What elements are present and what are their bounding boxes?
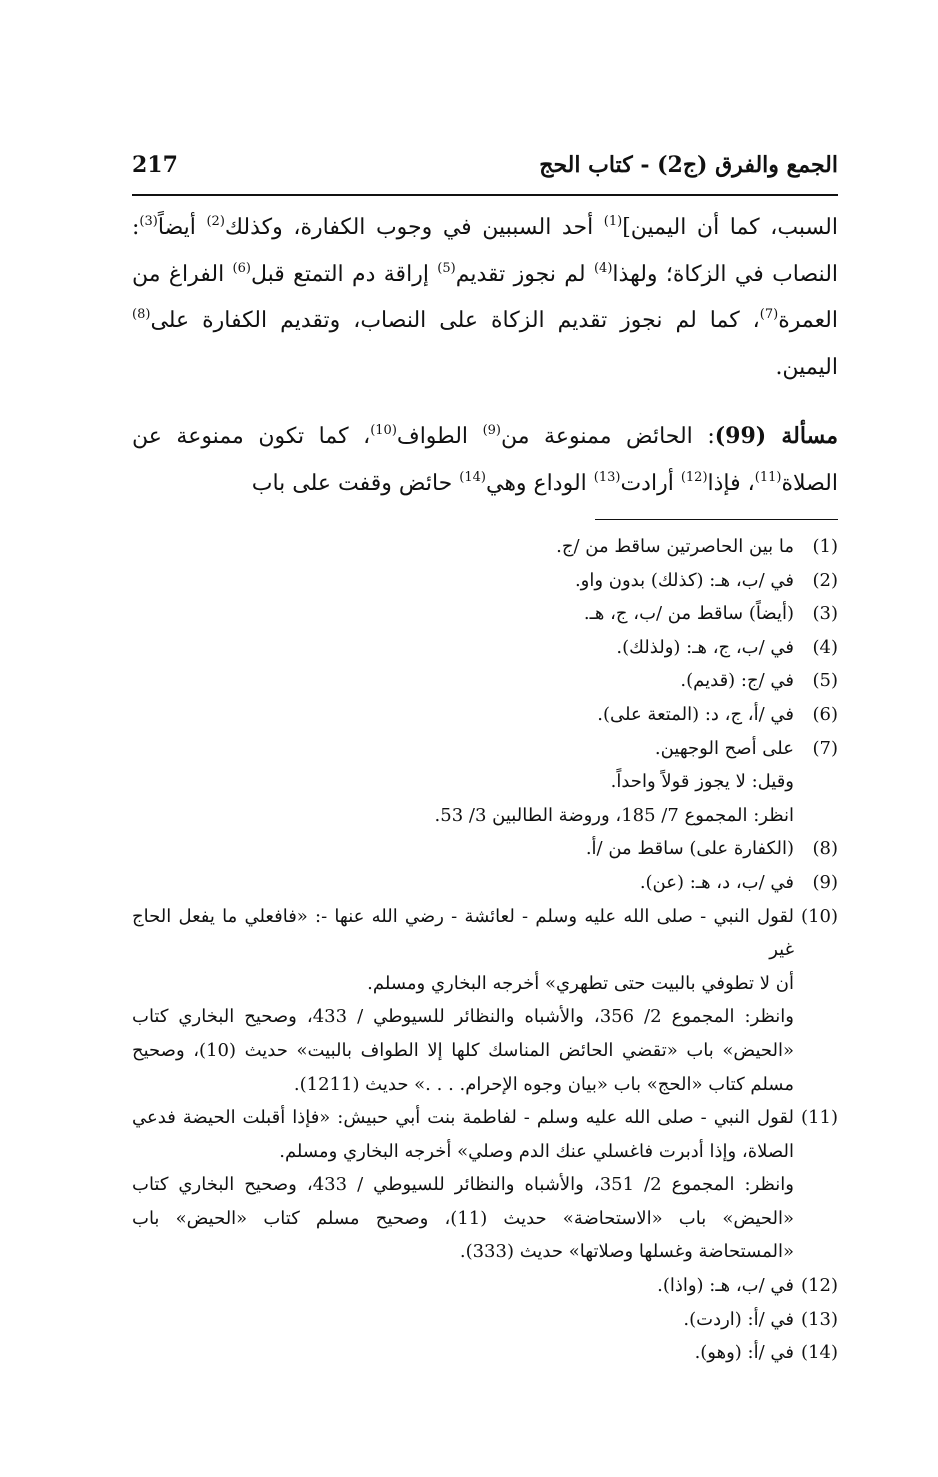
text-run: الفراغ من العمرة bbox=[132, 261, 838, 333]
footnote-ref: (8) bbox=[132, 307, 151, 322]
footnote-body bbox=[132, 664, 794, 698]
footnote-number: (8) bbox=[812, 838, 838, 860]
footnote bbox=[132, 900, 838, 1102]
footnote-number: (3) bbox=[812, 603, 838, 625]
footnote-line: في /ب، د، هـ: (عن). bbox=[639, 871, 794, 893]
footnote bbox=[132, 664, 838, 698]
footnote bbox=[132, 1303, 838, 1337]
footnote bbox=[132, 530, 838, 564]
footnote-ref: (1) bbox=[603, 214, 623, 229]
footnote bbox=[132, 1101, 838, 1269]
running-header bbox=[132, 148, 838, 188]
footnote-body bbox=[132, 900, 794, 1102]
footnote-body bbox=[132, 732, 794, 833]
text-run: السبب، كما أن اليمين] bbox=[622, 215, 838, 240]
footnote-body bbox=[132, 698, 794, 732]
footnote-line: في /ب، هـ: (كذلك) بدون واو. bbox=[574, 569, 794, 591]
footnote-body bbox=[132, 1336, 794, 1370]
footnote bbox=[132, 564, 838, 598]
text-run: : الحائض ممنوعة من bbox=[501, 424, 715, 449]
footnote bbox=[132, 732, 838, 833]
footnote-number: (13) bbox=[801, 1308, 838, 1330]
footnote-ref: (6) bbox=[232, 260, 251, 276]
footnote-body bbox=[132, 832, 794, 866]
footnote bbox=[132, 1269, 838, 1303]
footnote-body bbox=[132, 866, 794, 900]
text-run: ، فإذا bbox=[707, 470, 755, 496]
footnote-number: (6) bbox=[812, 703, 838, 725]
footnote bbox=[132, 631, 838, 665]
footnote-line: «المستحاضة وغسلها وصلاتها» حديث (333). bbox=[459, 1241, 794, 1263]
footnote bbox=[132, 1336, 838, 1370]
footnote-line: لقول النبي - صلى الله عليه وسلم - لعائشة - رضي الله عنها -: «فافعلي ما يفعل الحاج غير bbox=[132, 905, 795, 961]
paragraph-1 bbox=[132, 205, 838, 391]
footnote-ref: (11) bbox=[754, 469, 782, 485]
footnote-ref: (5) bbox=[437, 260, 456, 276]
text-run: حائض وقفت على باب bbox=[251, 470, 460, 496]
footnote bbox=[132, 832, 838, 866]
footnote bbox=[132, 698, 838, 732]
footnote-line: (الكفارة على) ساقط من /أ. bbox=[585, 838, 794, 860]
footnote-line: في /أ: (اردت). bbox=[683, 1308, 794, 1330]
footnote-ref: (2) bbox=[206, 214, 225, 229]
footnote-line: لقول النبي - صلى الله عليه وسلم - لفاطمة بنت أبي حبيش: «فإذا أقبلت الحيضة فدعي bbox=[132, 1107, 794, 1129]
text-run: ، كما تكون ممنوعة عن الصلاة bbox=[132, 424, 838, 496]
footnote-line: ما بين الحاصرتين ساقط من /ج. bbox=[556, 536, 794, 557]
page-number: 217 bbox=[132, 152, 178, 178]
footnote-line: في /أ، ج، د: (المتعة على). bbox=[597, 703, 794, 725]
footnote-number: (1) bbox=[812, 536, 838, 557]
footnote-ref: (13) bbox=[593, 469, 621, 485]
footnote-line: أن لا تطوفي بالبيت حتى تطهري» أخرجه البخاري ومسلم. bbox=[367, 972, 794, 994]
footnote-number: (7) bbox=[812, 737, 838, 759]
footnote-number: (10) bbox=[801, 905, 838, 927]
footnote-line: وقيل: لا يجوز قولاً واحداً. bbox=[610, 771, 794, 793]
footnote-ref: (9) bbox=[482, 423, 501, 438]
footnote bbox=[132, 866, 838, 900]
running-title: الجمع والفرق (ج2) - كتاب الحج bbox=[539, 152, 838, 178]
footnote-line: في /ب، هـ: (واذا). bbox=[657, 1275, 794, 1297]
text-run: لم نجوز تقديم bbox=[455, 261, 594, 287]
text-run: أرادت bbox=[620, 470, 681, 496]
footnote bbox=[132, 597, 838, 631]
footnote-number: (11) bbox=[801, 1107, 838, 1129]
paragraph-2 bbox=[132, 413, 838, 507]
footnote-line: في /ب، ج، هـ: (ولذلك). bbox=[616, 636, 794, 658]
footnote-number: (2) bbox=[812, 569, 838, 591]
issue-label: مسألة (99) bbox=[714, 423, 838, 449]
footnote-ref: (14) bbox=[459, 469, 486, 485]
footnote-number: (4) bbox=[812, 636, 838, 658]
footnote-ref: (3) bbox=[139, 214, 158, 229]
footnote-number: (14) bbox=[801, 1342, 838, 1364]
text-run: ، كما لم نجوز تقديم الزكاة على النصاب، وتقديم الكفارة على bbox=[150, 308, 760, 333]
footnote-line: وانظر: المجموع 2/ 356، والأشباه والنظائر للسيوطي / 433، وصحيح البخاري كتاب bbox=[132, 1006, 794, 1028]
text-run: إراقة دم التمتع قبل bbox=[250, 261, 438, 287]
text-run: الطواف bbox=[396, 424, 483, 449]
footnote-body bbox=[132, 1303, 794, 1337]
footnote-body bbox=[132, 631, 794, 665]
footnote-body bbox=[132, 1269, 794, 1303]
text-run: اليمين. bbox=[775, 354, 838, 380]
footnote-line: «الحيض» باب «الاستحاضة» حديث (11)، وصحيح مسلم كتاب «الحيض» باب bbox=[132, 1207, 794, 1229]
text-run: أحد السببين في وجوب الكفارة، وكذلك bbox=[224, 215, 604, 240]
footnote-line: مسلم كتاب «الحج» باب «بيان وجوه الإحرام. . . .» حديث (1211). bbox=[293, 1073, 794, 1095]
footnotes bbox=[132, 530, 838, 1370]
footnote-line: «الحيض» باب «تقضي الحائض المناسك كلها إلا الطواف بالبيت» حديث (10)، وصحيح bbox=[132, 1039, 794, 1061]
text-run: : النصاب في الزكاة؛ ولهذا bbox=[132, 215, 839, 287]
footnote-ref: (10) bbox=[370, 423, 397, 438]
footnote-line: على أصح الوجهين. bbox=[654, 737, 794, 759]
footnote-ref: (4) bbox=[593, 260, 613, 276]
footnote-ref: (7) bbox=[759, 307, 779, 322]
header-rule bbox=[132, 194, 838, 196]
footnote-number: (9) bbox=[812, 871, 838, 893]
footnote-line: وانظر: المجموع 2/ 351، والأشباه والنظائر للسيوطي / 433، وصحيح البخاري كتاب bbox=[132, 1174, 794, 1196]
footnote-line: في /أ: (وهو). bbox=[694, 1342, 794, 1364]
footnote-body bbox=[132, 1101, 794, 1269]
footnote-line: (أيضاً) ساقط من /ب، ج، هـ. bbox=[583, 603, 794, 625]
footnote-line: الصلاة، وإذا أدبرت فاغسلي عنك الدم وصلي» أخرجه البخاري ومسلم. bbox=[279, 1140, 794, 1162]
footnote-number: (5) bbox=[812, 670, 838, 692]
footnote-number: (12) bbox=[801, 1275, 838, 1297]
footnote-line: انظر: المجموع 7/ 185، وروضة الطالبين 3/ 53. bbox=[434, 804, 794, 826]
footnote-separator bbox=[595, 519, 838, 520]
footnote-line: في /ج: (قديم). bbox=[680, 670, 794, 692]
text-run: أيضاً bbox=[157, 215, 207, 240]
footnote-ref: (12) bbox=[680, 469, 708, 485]
text-run: الوداع وهي bbox=[485, 470, 594, 496]
footnote-body bbox=[132, 597, 794, 631]
footnote-body bbox=[132, 530, 794, 564]
main-text bbox=[132, 205, 838, 507]
footnote-body bbox=[132, 564, 794, 598]
